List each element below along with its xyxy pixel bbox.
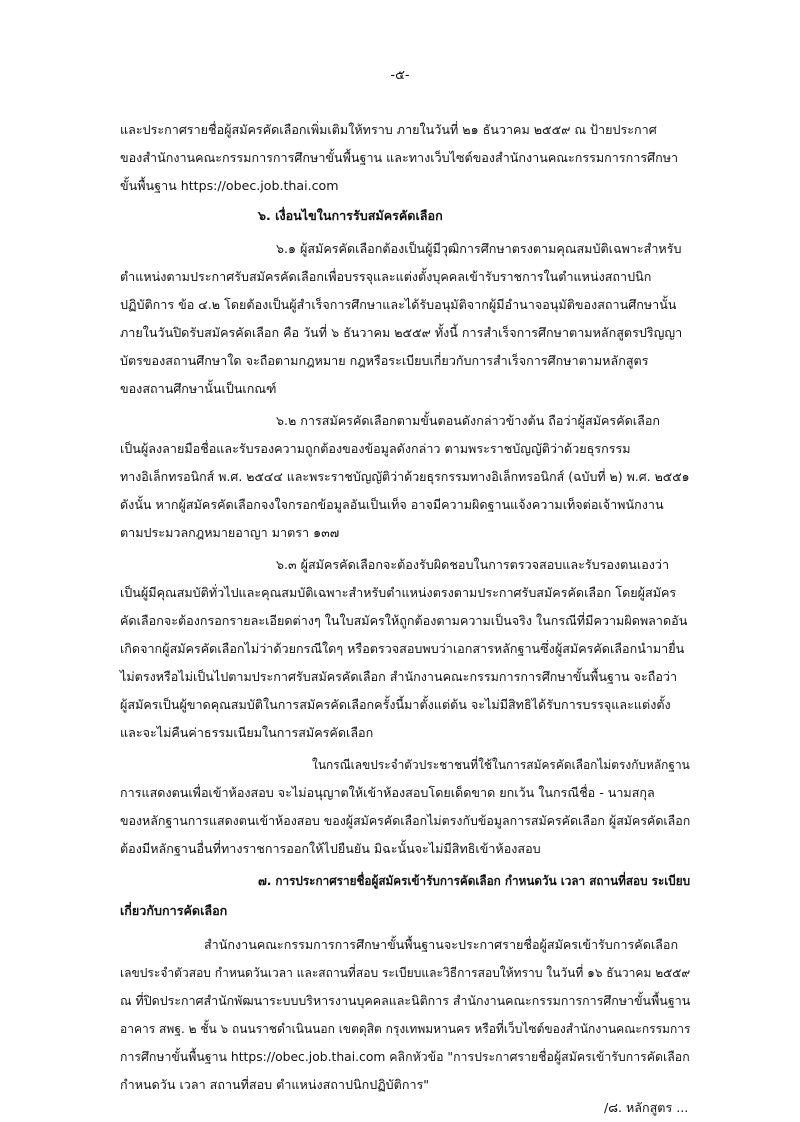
para-6-2-line-1: ๖.๒ การสมัครคัดเลือกตามขั้นตอนดังกล่าวข้างต้น ถือว่าผู้สมัครคัดเลือก [276,413,661,428]
intro-line-2: ของสำนักงานคณะกรรมการการศึกษาขั้นพื้นฐาน และทางเว็บไซต์ของสำนักงานคณะกรรมการการศึกษา [120,150,679,165]
para-6-1-line-3: ปฏิบัติการ ข้อ ๔.๒ โดยต้องเป็นผู้สำเร็จการศึกษาและได้รับอนุมัติจากผู้มีอำนาจอนุมัติของสถานศึกษานั้น [120,297,677,312]
para-6-3-line-5: ไม่ตรงหรือไม่เป็นไปตามประกาศรับสมัครคัดเลือก สำนักงานคณะกรรมการการศึกษาขั้นพื้นฐาน จะถือว่า [120,669,678,684]
para-7-line-1: สำนักงานคณะกรรมการการศึกษาขั้นพื้นฐานจะประกาศรายชื่อผู้สมัครเข้ารับการคัดเลือก [204,937,679,952]
para-7-line-4: อาคาร สพฐ. ๒ ชั้น ๖ ถนนราชดำเนินนอก เขตดุสิต กรุงเทพมหานคร หรือที่เว็บไซต์ของสำนักงานคณะกรรมการ [120,1021,691,1036]
continuation-reference: /๘. หลักสูตร ... [604,1100,689,1115]
para-6-1-line-1: ๖.๑ ผู้สมัครคัดเลือกต้องเป็นผู้มีวุฒิการศึกษาตรงตามคุณสมบัติเฉพาะสำหรับ [276,241,682,256]
para-6-3-line-3: คัดเลือกจะต้องกรอกรายละเอียดต่างๆ ในใบสมัครให้ถูกต้องตามความเป็นจริง ในกรณีที่มีความผิดพลาดอัน [120,613,688,628]
para-6-1-line-6: ของสถานศึกษานั้นเป็นเกณฑ์ [120,381,277,396]
para-idcard-line-2: การแสดงตนเพื่อเข้าห้องสอบ จะไม่อนุญาตให้เข้าห้องสอบโดยเด็ดขาด ยกเว้น ในกรณีชื่อ - นามสกุล [120,785,655,800]
para-6-2-line-4: ดังนั้น หากผู้สมัครคัดเลือกจงใจกรอกข้อมูลอันเป็นเท็จ อาจมีความผิดฐานแจ้งความเท็จต่อเจ้าพนักงาน [120,497,664,512]
section-6-heading: ๖. เงื่อนไขในการรับสมัครคัดเลือก [258,208,443,223]
para-7-line-3: ณ ที่ปิดประกาศสำนักพัฒนาระบบบริหารงานบุคคลและนิติการ สำนักงานคณะกรรมการการศึกษาขั้นพื้นฐาน [120,993,691,1008]
para-6-1-line-4: ภายในวันปิดรับสมัครคัดเลือก คือ วันที่ ๖ ธันวาคม ๒๕๕๙ ทั้งนี้ การสำเร็จการศึกษาตามหลักสูตรปริญญา [120,325,683,340]
intro-line-3: ขั้นพื้นฐาน https://obec.job.thai.com [120,178,339,193]
para-6-1-line-5: บัตรของสถานศึกษาใด จะถือตามกฎหมาย กฎหรือระเบียบเกี่ยวกับการสำเร็จการศึกษาตามหลักสูตร [120,353,649,368]
para-idcard-line-1: ในกรณีเลขประจำตัวประชาชนที่ใช้ในการสมัครคัดเลือกไม่ตรงกับหลักฐาน [312,757,690,772]
para-6-3-line-4: เกิดจากผู้สมัครคัดเลือกไม่ว่าด้วยกรณีใดๆ หรือตรวจสอบพบว่าเอกสารหลักฐานซึ่งผู้สมัครคัดเลือกนำมายื่น [120,641,685,656]
para-6-2-line-2: เป็นผู้ลงลายมือชื่อและรับรองความถูกต้องของข้อมูลดังกล่าว ตามพระราชบัญญัติว่าด้วยธุรกรรม [120,441,631,456]
para-7-line-6: กำหนดวัน เวลา สถานที่สอบ ตำแหน่งสถาปนิกปฏิบัติการ" [120,1077,430,1092]
page-number: -๕- [390,68,410,83]
para-6-3-line-7: และจะไม่คืนค่าธรรมเนียมในการสมัครคัดเลือก [120,725,374,740]
intro-line-1: และประกาศรายชื่อผู้สมัครคัดเลือกเพิ่มเติมให้ทราบ ภายในวันที่ ๒๑ ธันวาคม ๒๕๕๙ ณ ป้ายประกาศ [120,122,657,137]
para-6-3-line-1: ๖.๓ ผู้สมัครคัดเลือกจะต้องรับผิดชอบในการตรวจสอบและรับรองตนเองว่า [276,557,670,572]
para-idcard-line-3: ของหลักฐานการแสดงตนเข้าห้องสอบ ของผู้สมัครคัดเลือกไม่ตรงกับข้อมูลการสมัครคัดเลือก ผู้สมัครคัดเลือก [120,813,691,828]
para-7-line-5: การศึกษาขั้นพื้นฐาน https://obec.job.thai.com คลิกหัวข้อ "การประกาศรายชื่อผู้สมัครเข้ารับการคัดเลือก [120,1049,690,1064]
para-6-3-line-2: เป็นผู้มีคุณสมบัติทั่วไปและคุณสมบัติเฉพาะสำหรับตำแหน่งตรงตามประกาศรับสมัครคัดเลือก โดยผู้สมัคร [120,585,677,600]
para-7-line-2: เลขประจำตัวสอบ กำหนดวันเวลา และสถานที่สอบ ระเบียบและวิธีการสอบให้ทราบ ในวันที่ ๑๖ ธันวาคม ๒๕๕๙ [120,965,691,980]
para-6-3-line-6: ผู้สมัครเป็นผู้ขาดคุณสมบัติในการสมัครคัดเลือกครั้งนี้มาตั้งแต่ต้น จะไม่มีสิทธิได้รับการบรรจุและแต่งตั้ง [120,697,671,712]
section-7-heading-line-2: เกี่ยวกับการคัดเลือก [120,903,228,918]
section-7-heading-line-1: ๗. การประกาศรายชื่อผู้สมัครเข้ารับการคัดเลือก กำหนดวัน เวลา สถานที่สอบ ระเบียบ [258,873,691,888]
para-6-1-line-2: ตำแหน่งตามประกาศรับสมัครคัดเลือกเพื่อบรรจุและแต่งตั้งบุคคลเข้ารับราชการในตำแหน่งสถาปนิก [120,269,652,284]
para-6-2-line-3: ทางอิเล็กทรอนิกส์ พ.ศ. ๒๕๔๔ และพระราชบัญญัติว่าด้วยธุรกรรมทางอิเล็กทรอนิกส์ (ฉบับที่ ๒) พ.ศ. ๒๕๕๑ [120,469,690,484]
para-idcard-line-4: ต้องมีหลักฐานอื่นที่ทางราชการออกให้ไปยืนยัน มิฉะนั้นจะไม่มีสิทธิเข้าห้องสอบ [120,841,541,856]
para-6-2-line-5: ตามประมวลกฎหมายอาญา มาตรา ๑๓๗ [120,525,340,540]
